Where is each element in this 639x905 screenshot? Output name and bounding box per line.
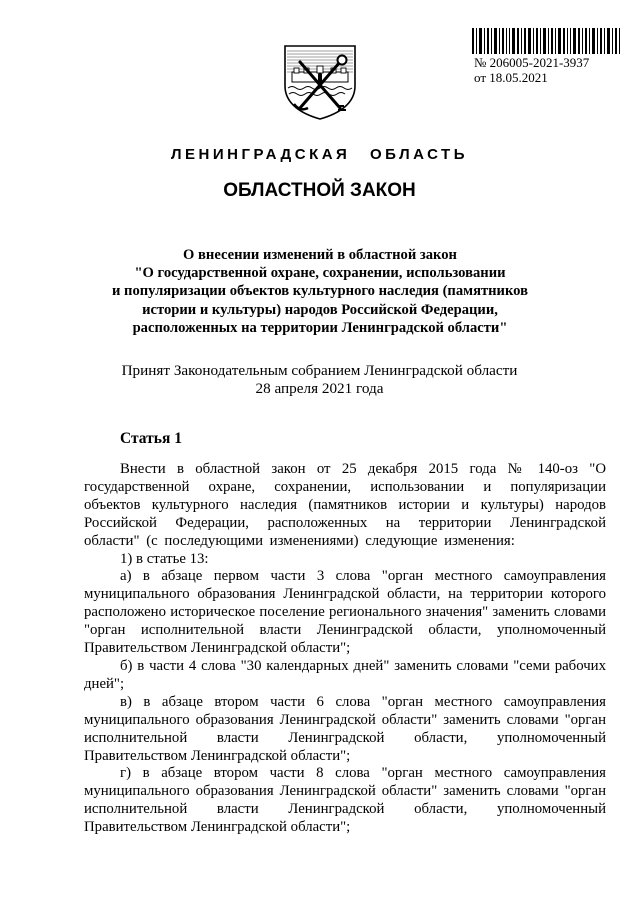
registration-number: № 206005-2021-3937 bbox=[474, 55, 590, 70]
law-title-line: О внесении изменений в областной закон bbox=[183, 247, 457, 263]
subitem-a-paragraph: а) в абзаце первом части 3 слова "орган местного самоуправления муниципального образования Ленинградской области, на территории которого расположено историческое поселение регионального значения" заменить словами "орган исполнительной власти Ленинградской области, уполномоченный Правительством Ленинградской области"; bbox=[84, 568, 606, 657]
law-title bbox=[60, 246, 580, 337]
law-title-line: расположенных на территории Ленинградской области" bbox=[132, 319, 508, 336]
article-body bbox=[84, 461, 606, 837]
registration-date: от 18.05.2021 bbox=[474, 70, 548, 85]
adoption-body: Принят Законодательным собранием Ленинградской области bbox=[121, 362, 518, 379]
intro-paragraph: Внести в областной закон от 25 декабря 2015 года № 140-оз "О государственной охране, сохранении, использовании и популяризации объектов культурного наследия (памятников истории и культуры) народов Российской Федерации, расположенных на территории Ленинградской области" (с последующими изменениями) следующие изменения: bbox=[84, 461, 606, 549]
law-title-line: и популяризации объектов культурного наследия (памятников bbox=[111, 283, 528, 300]
barcode-icon bbox=[472, 28, 620, 54]
subitem-g-paragraph: г) в абзаце втором части 8 слова "орган местного самоуправления муниципального образования Ленинградской области" заменить словами "орган исполнительной власти Ленинградской области, уполномоченный Правительством Ленинградской области"; bbox=[84, 765, 606, 836]
leningrad-oblast-coat-of-arms-icon bbox=[282, 42, 358, 120]
adoption-note bbox=[0, 362, 639, 398]
law-type-heading: ОБЛАСТНОЙ ЗАКОН bbox=[223, 180, 416, 201]
subitem-b-paragraph: б) в части 4 слова "30 календарных дней" заменить словами "семи рабочих дней"; bbox=[84, 657, 606, 692]
subitem-v-paragraph: в) в абзаце втором части 6 слова "орган местного самоуправления муниципального образования Ленинградской области" заменить словами "орган исполнительной власти Ленинградской области, уполномоченный Правительством Ленинградской области"; bbox=[84, 693, 606, 764]
adoption-date: 28 апреля 2021 года bbox=[255, 380, 384, 397]
registration-block bbox=[474, 55, 589, 85]
law-title-line: истории и культуры) народов Российской Федерации, bbox=[142, 301, 498, 318]
law-title-line: "О государственной охране, сохранении, использовании bbox=[134, 265, 506, 282]
article-heading: Статья 1 bbox=[120, 430, 182, 447]
item-paragraph: 1) в статье 13: bbox=[120, 550, 209, 567]
region-heading: ЛЕНИНГРАДСКАЯ ОБЛАСТЬ bbox=[171, 146, 468, 163]
